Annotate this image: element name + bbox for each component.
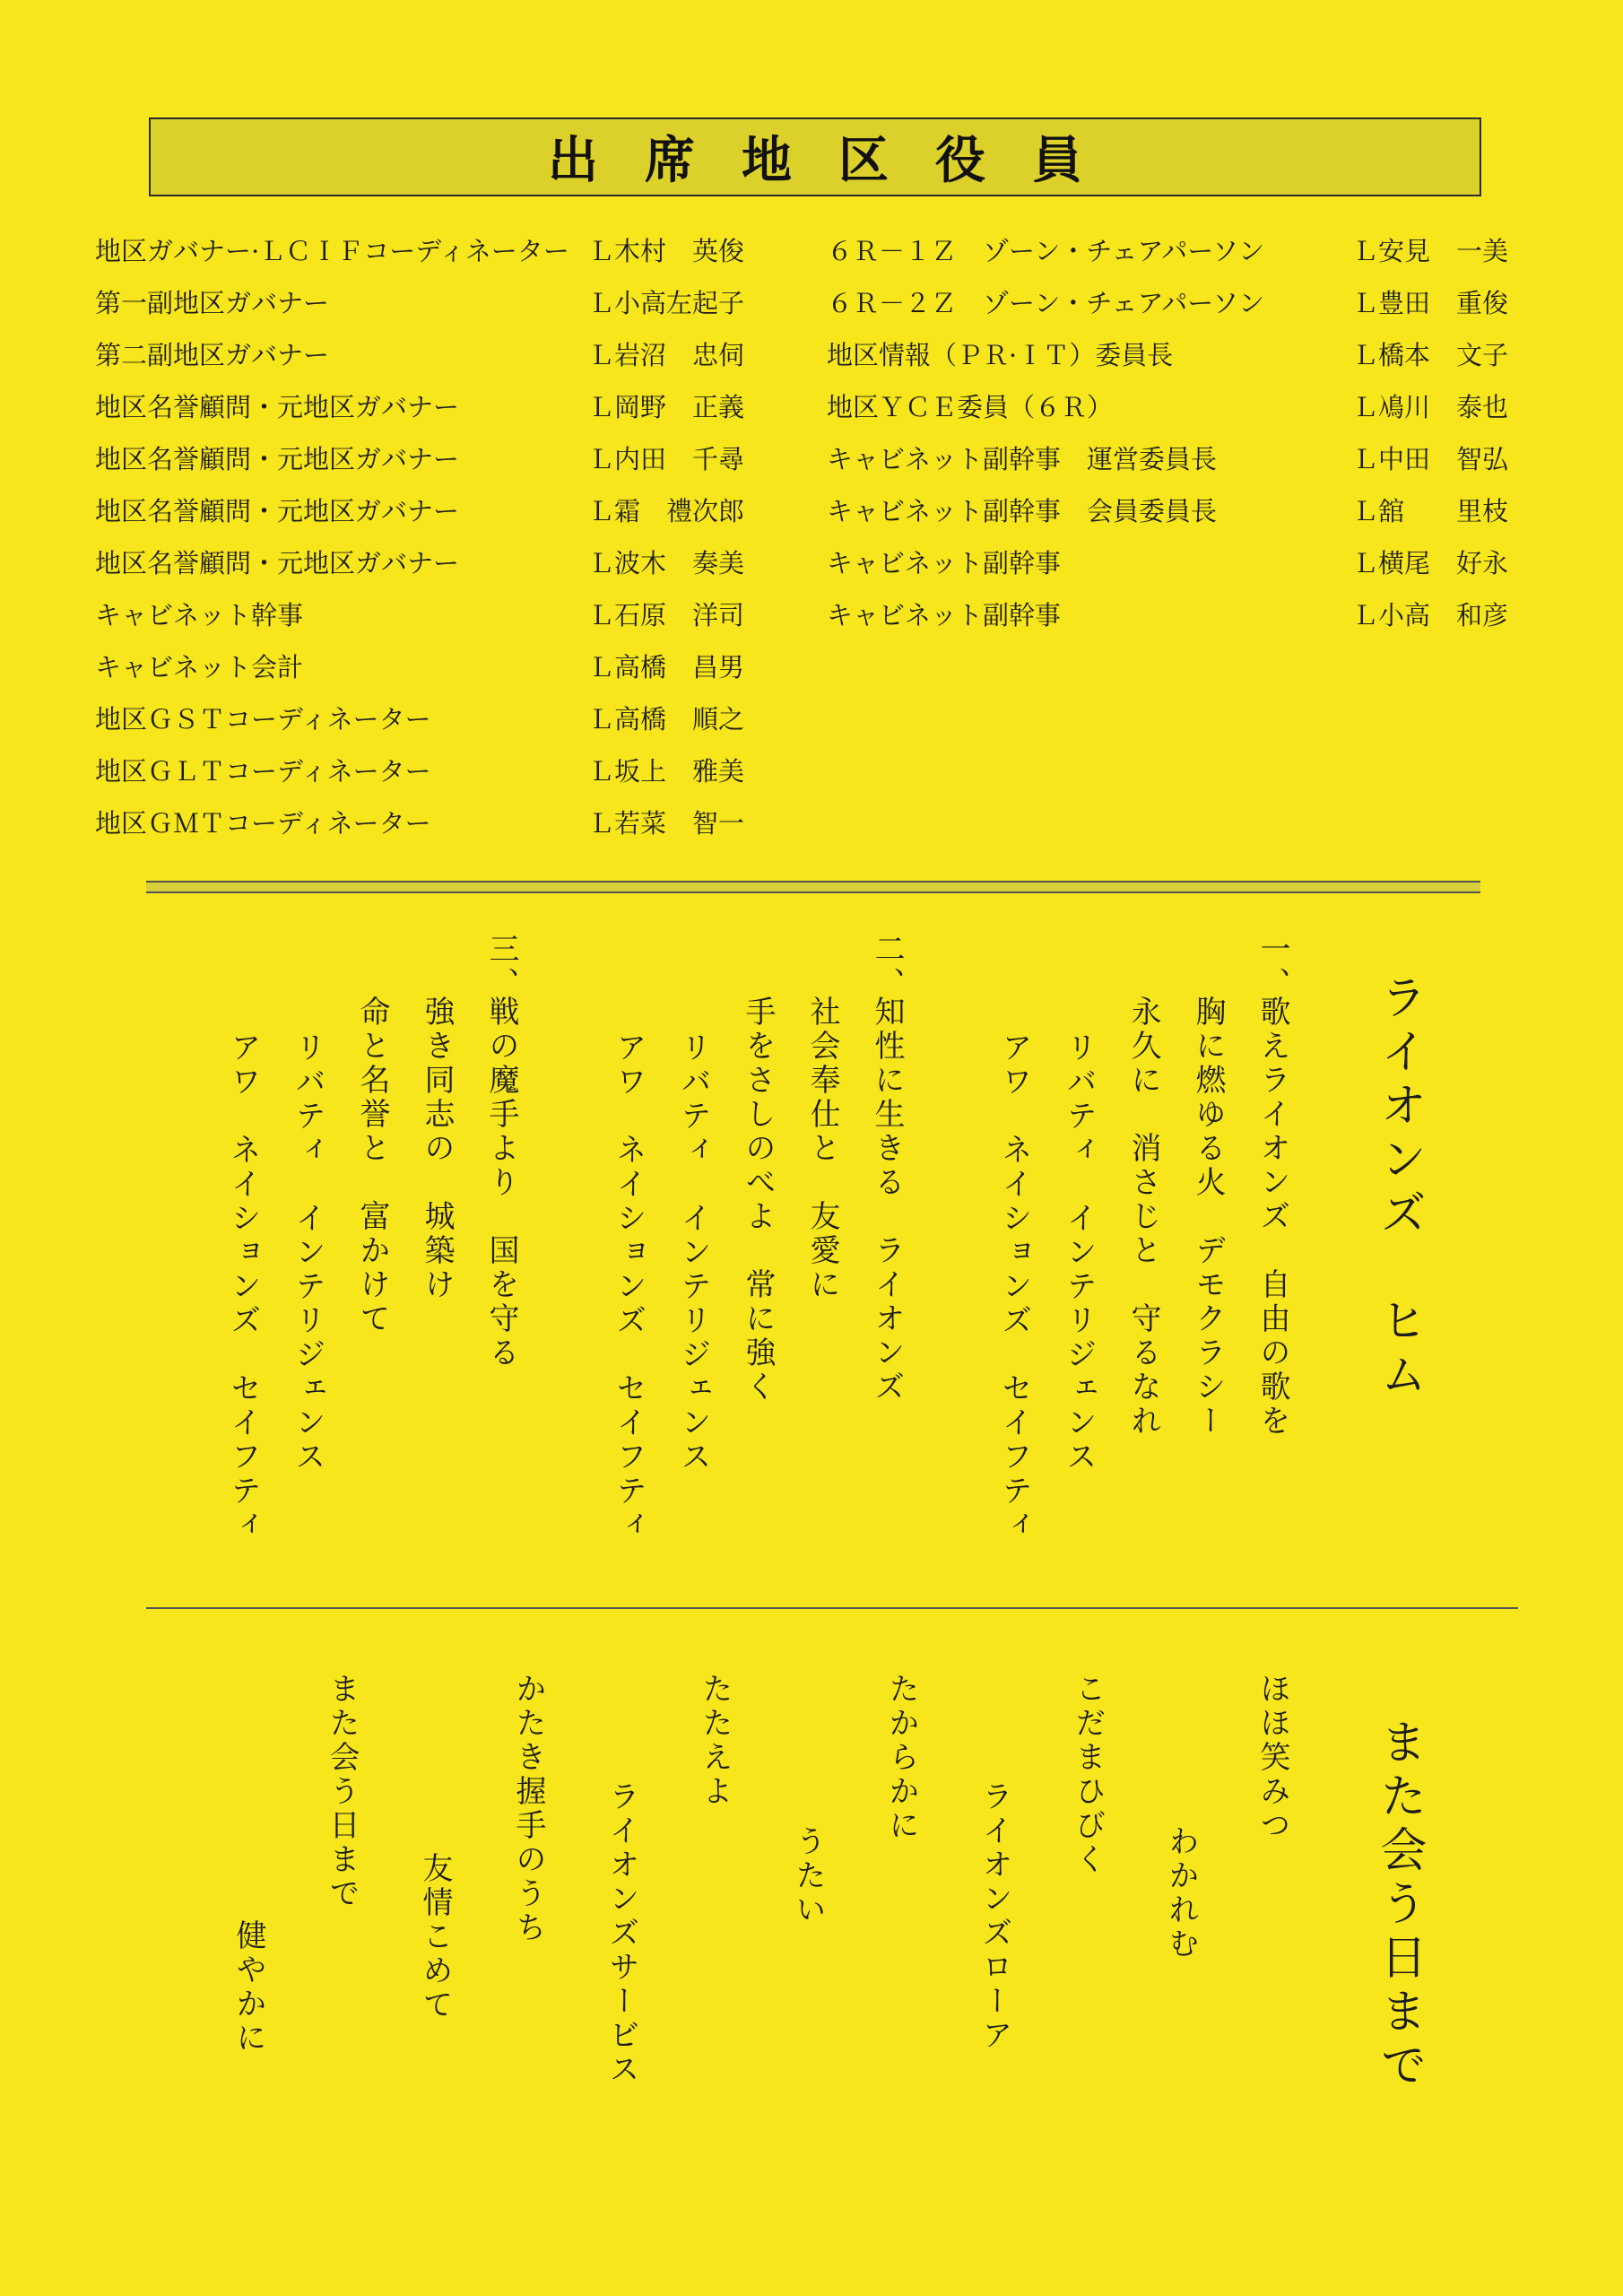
officer-row [95,387,777,439]
hymn-line: アワ ネイションズ セイフティ [225,1031,261,1543]
officer-name: Ｌ小高 和彦 [1352,600,1509,631]
farewell-line: うたい [790,1825,826,1927]
farewell-line: 健やかに [230,1919,266,2056]
hymn-line: アワ ネイションズ セイフティ [996,1031,1032,1543]
officer-name: Ｌ岩沼 忠伺 [588,340,745,370]
hymn-line: リバティ インテリジェンス [675,1031,711,1474]
officer-title: 地区名誉顧問・元地区ガバナー [95,548,460,578]
hymn-verse-marker: 二、 [869,933,905,1001]
officer-name: Ｌ中田 智弘 [1352,444,1509,474]
officer-name: Ｌ鳰川 泰也 [1352,392,1509,422]
officer-row [95,335,777,387]
officer-row [827,544,1526,596]
hymn-line: アワ ネイションズ セイフティ [611,1031,647,1543]
officer-row [95,544,777,596]
farewell-line: また会う日まで [324,1673,360,1911]
header-banner [149,117,1481,196]
officer-row [95,804,777,856]
officer-row [827,387,1526,439]
officer-name: Ｌ豊田 重俊 [1352,288,1509,318]
officer-title: ６Ｒ－２Ｚ ゾーン・チェアパーソン [827,288,1265,318]
hymn-line: 歌えライオンズ 自由の歌を [1254,996,1290,1439]
officer-row [95,491,777,544]
officer-title: 地区ＹＣＥ委員（６Ｒ） [827,392,1114,422]
hymn-line: 手をさしのべよ 常に強く [740,996,776,1405]
officer-title: 地区ＧＬＴコーディネーター [95,756,431,787]
officer-name: Ｌ橋本 文子 [1352,340,1509,370]
officer-row [827,439,1526,491]
officer-row [827,491,1526,544]
hymn-line: 永久に 消さじと 守るなれ [1125,996,1161,1439]
officer-row [95,283,777,335]
officer-name: Ｌ若菜 智一 [588,808,745,839]
officer-name: Ｌ横尾 好永 [1352,548,1509,578]
officer-row [95,752,777,804]
officer-name: Ｌ安見 一美 [1352,236,1509,266]
officer-row [827,231,1526,283]
officer-title: キャビネット副幹事 会員委員長 [827,496,1218,526]
officer-name: Ｌ波木 奏美 [588,548,745,578]
farewell-line: たからかに [883,1673,919,1843]
officer-name: Ｌ岡野 正義 [588,392,745,422]
officer-title: 地区ＧＭＴコーディネーター [95,808,431,839]
farewell-line: たたえよ [697,1673,733,1809]
officer-title: 地区名誉顧問・元地区ガバナー [95,444,460,474]
hymn-line: 社会奉仕と 友愛に [804,996,840,1302]
officer-title: キャビネット副幹事 [827,600,1062,631]
farewell-line: 友情こめて [417,1852,453,2022]
officer-title: キャビネット副幹事 運営委員長 [827,444,1218,474]
officer-name: Ｌ高橋 順之 [588,704,745,735]
officer-row [827,596,1526,648]
officer-row [827,335,1526,387]
officer-name: Ｌ高橋 昌男 [588,652,745,683]
officer-title: キャビネット幹事 [95,600,304,631]
hymn-line: リバティ インテリジェンス [1061,1031,1097,1474]
officer-name: Ｌ舘 里枝 [1352,496,1509,526]
hymn-verse-marker: 三、 [483,933,519,1001]
farewell-line: こだまひびく [1070,1673,1106,1877]
officer-name: Ｌ内田 千尋 [588,444,745,474]
farewell-line: かたき握手のうち [510,1673,546,1945]
officer-row [95,700,777,752]
farewell-line: ライオンズサービス [603,1780,639,2087]
officer-name: Ｌ木村 英俊 [588,236,745,266]
section-divider [146,881,1480,893]
officer-title: キャビネット会計 [95,652,304,683]
officer-row [95,231,777,283]
officer-title: 地区情報（ＰＲ·ＩＴ）委員長 [827,340,1174,370]
section-divider [146,1607,1518,1609]
hymn-title: ライオンズ ヒム [1372,973,1426,1404]
hymn-line: リバティ インテリジェンス [290,1031,325,1474]
officer-title: 地区名誉顧問・元地区ガバナー [95,496,460,526]
farewell-line: ライオンズローア [976,1780,1012,2053]
farewell-line: わかれむ [1163,1825,1199,1961]
hymn-line: 強き同志の 城築け [419,996,455,1302]
officer-title: 第二副地区ガバナー [95,340,330,370]
officer-title: 地区名誉顧問・元地区ガバナー [95,392,460,422]
officer-name: Ｌ霜 禮次郎 [588,496,745,526]
hymn-line: 胸に燃ゆる火 デモクラシー [1190,996,1226,1439]
officer-name: Ｌ坂上 雅美 [588,756,745,787]
officer-row [95,596,777,648]
officer-title: 第一副地区ガバナー [95,288,330,318]
page-title: 出席地区役員 [548,132,1129,190]
officer-row [95,648,777,700]
officer-title: 地区ＧＳＴコーディネーター [95,704,431,735]
officer-title: キャビネット副幹事 [827,548,1062,578]
officer-title: 地区ガバナー·ＬＣＩＦコーディネーター [95,236,569,266]
officer-row [95,439,777,491]
hymn-line: 戦の魔手より 国を守る [483,996,519,1370]
hymn-verse-marker: 一、 [1254,933,1290,1001]
officer-row [827,283,1526,335]
farewell-line: ほほ笑みつ [1254,1673,1290,1843]
hymn-line: 命と名誉と 富かけて [354,996,390,1336]
officer-title: ６Ｒ－１Ｚ ゾーン・チェアパーソン [827,236,1265,266]
hymn-line: 知性に生きる ライオンズ [869,996,905,1405]
officer-name: Ｌ石原 洋司 [588,600,745,631]
farewell-title: また会う日まで [1372,1718,1426,2094]
officer-name: Ｌ小高左起子 [588,288,745,318]
